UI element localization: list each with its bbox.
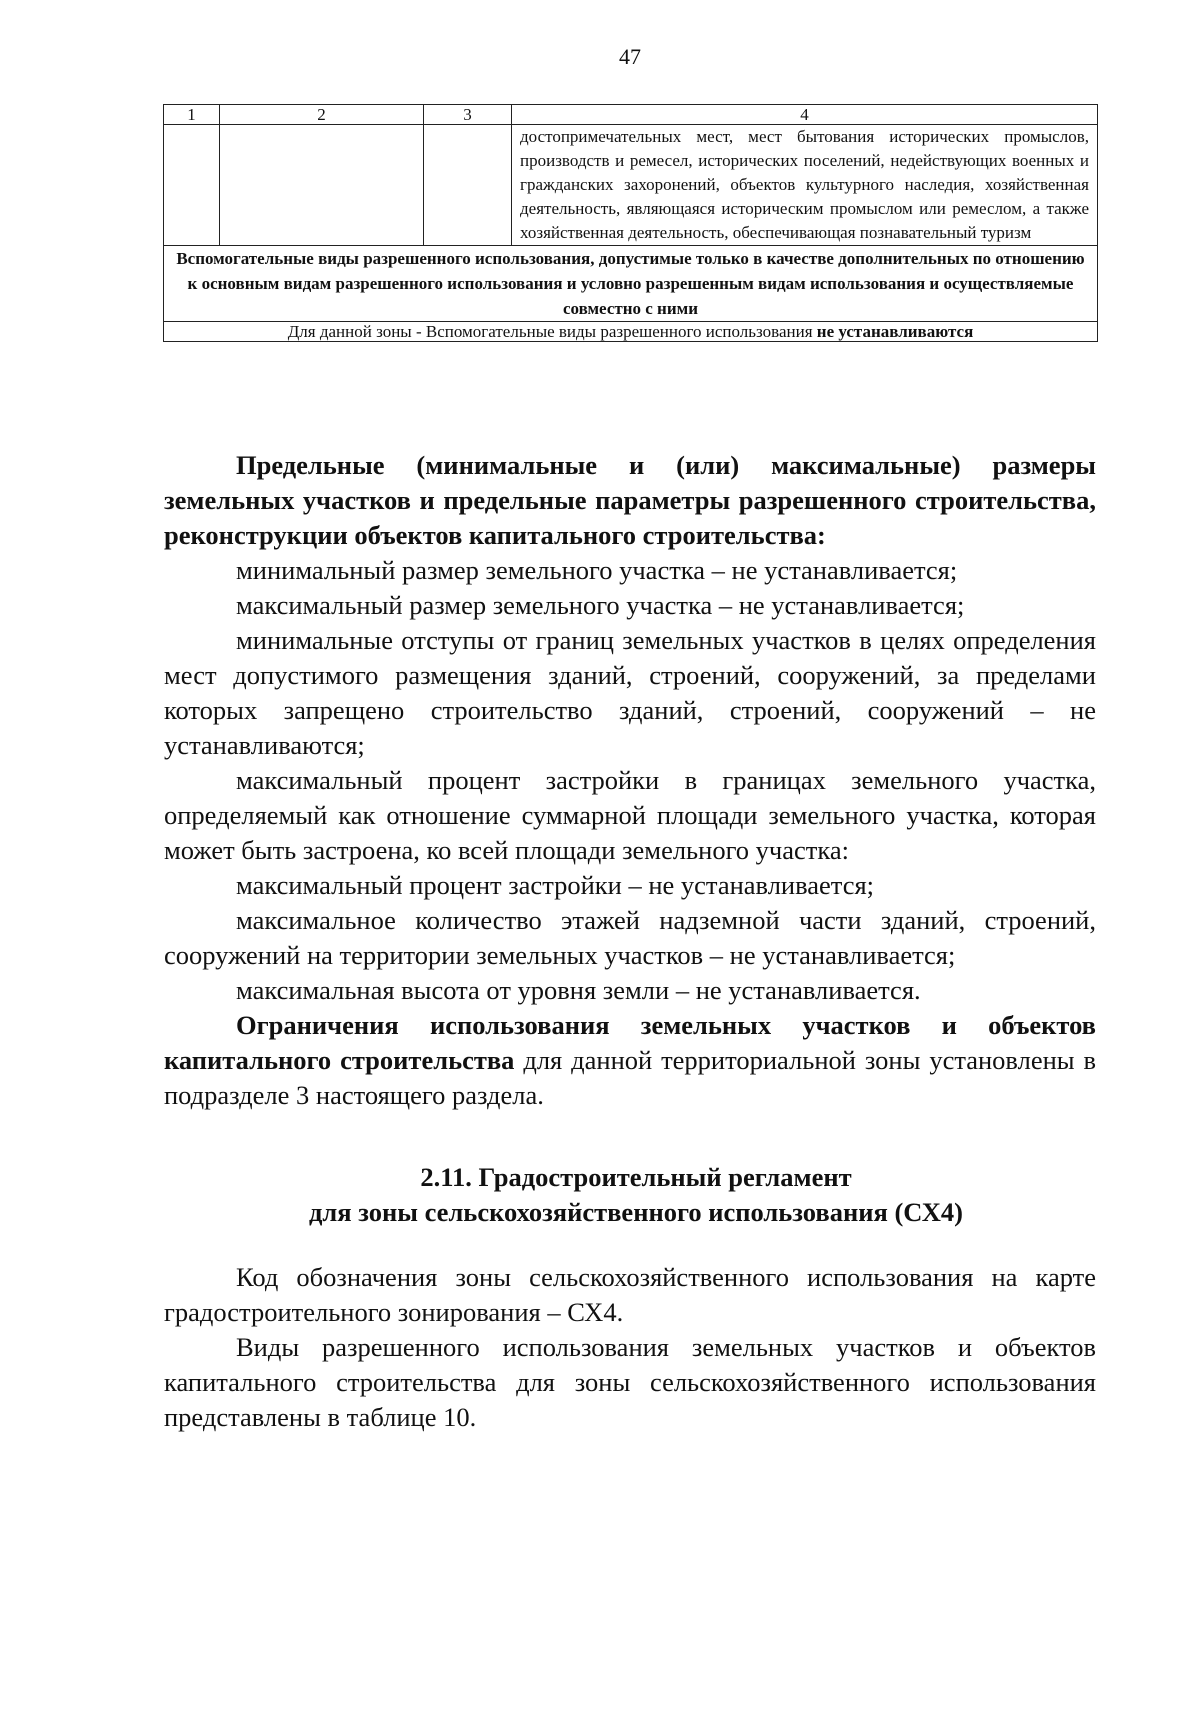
column-number-1: 1 (164, 105, 220, 125)
auxiliary-note-prefix: Для данной зоны - Вспомогательные виды разрешенного использования (287, 322, 817, 341)
auxiliary-uses-header-row (164, 246, 1098, 322)
table-column-numbers-row (164, 105, 1098, 125)
limits-block (164, 448, 1096, 1113)
auxiliary-uses-header: Вспомогательные виды разрешенного использования, допустимые только в качестве дополнительных по отношению к основным видам разрешенного использования и условно разрешенным видам использования и осуществляемые совместно с ними (164, 246, 1098, 322)
table-cell-col2 (220, 125, 424, 246)
regulation-table (163, 104, 1098, 342)
table-reference-paragraph: Виды разрешенного использования земельных участков и объектов капитального строительства для зоны сельскохозяйственного использования представлены в таблице 10. (164, 1332, 1096, 1432)
limit-item: максимальная высота от уровня земли – не устанавливается. (236, 975, 921, 1005)
section-title (170, 1160, 1102, 1230)
restrictions-paragraph (164, 1008, 1096, 1113)
limit-item: максимальное количество этажей надземной части зданий, строений, сооружений на территории земельных участков – не устанавливается; (164, 905, 1096, 970)
page-number: 47 (619, 44, 641, 69)
body-block (164, 1260, 1096, 1435)
restrictions-rest: для данной территориальной зоны установлены в подразделе 3 настоящего раздела. (164, 1045, 1096, 1110)
column-number-3: 3 (424, 105, 512, 125)
limit-item: минимальные отступы от границ земельных участков в целях определения мест допустимого размещения зданий, строений, сооружений, за пределами которых запрещено строительство зданий, строений, сооружений – не устанавливаются; (164, 625, 1096, 760)
limit-item: максимальный размер земельного участка – не устанавливается; (236, 590, 965, 620)
zone-code-paragraph: Код обозначения зоны сельскохозяйственного использования на карте градостроительного зонирования – СХ4. (164, 1262, 1096, 1327)
auxiliary-uses-note (164, 322, 1098, 342)
table-cell-col1 (164, 125, 220, 246)
limit-item: минимальный размер земельного участка – не устанавливается; (236, 555, 958, 585)
column-number-4: 4 (512, 105, 1098, 125)
limit-item: максимальный процент застройки в границах земельного участка, определяемый как отношение суммарной площади земельного участка, которая может быть застроена, ко всей площади земельного участка: (164, 765, 1096, 865)
limit-item: максимальный процент застройки – не устанавливается; (236, 870, 875, 900)
table-cell-col4: достопримечательных мест, мест бытования исторических промыслов, производств и ремесел, исторических поселений, недействующих военных и гражданских захоронений, объектов культурного наследия, хозяйственная деятельность, являющаяся историческим промыслом или ремеслом, а также хозяйственная деятельность, обеспечивающая познавательный туризм (512, 125, 1098, 246)
auxiliary-note-bold: не устанавливаются (816, 322, 974, 341)
column-number-2: 2 (220, 105, 424, 125)
auxiliary-uses-note-row (164, 322, 1098, 342)
table-row (164, 125, 1098, 246)
limits-heading: Предельные (минимальные и (или) максимальные) размеры земельных участков и предельные параметры разрешенного строительства, реконструкции объектов капитального строительства: (164, 450, 1096, 550)
restrictions-bold: Ограничения использования земельных участков и объектов капитального строительства (164, 1010, 1096, 1075)
table-cell-col3 (424, 125, 512, 246)
section-title-line2: для зоны сельскохозяйственного использования (СХ4) (309, 1197, 963, 1227)
section-title-line1: 2.11. Градостроительный регламент (420, 1162, 852, 1192)
